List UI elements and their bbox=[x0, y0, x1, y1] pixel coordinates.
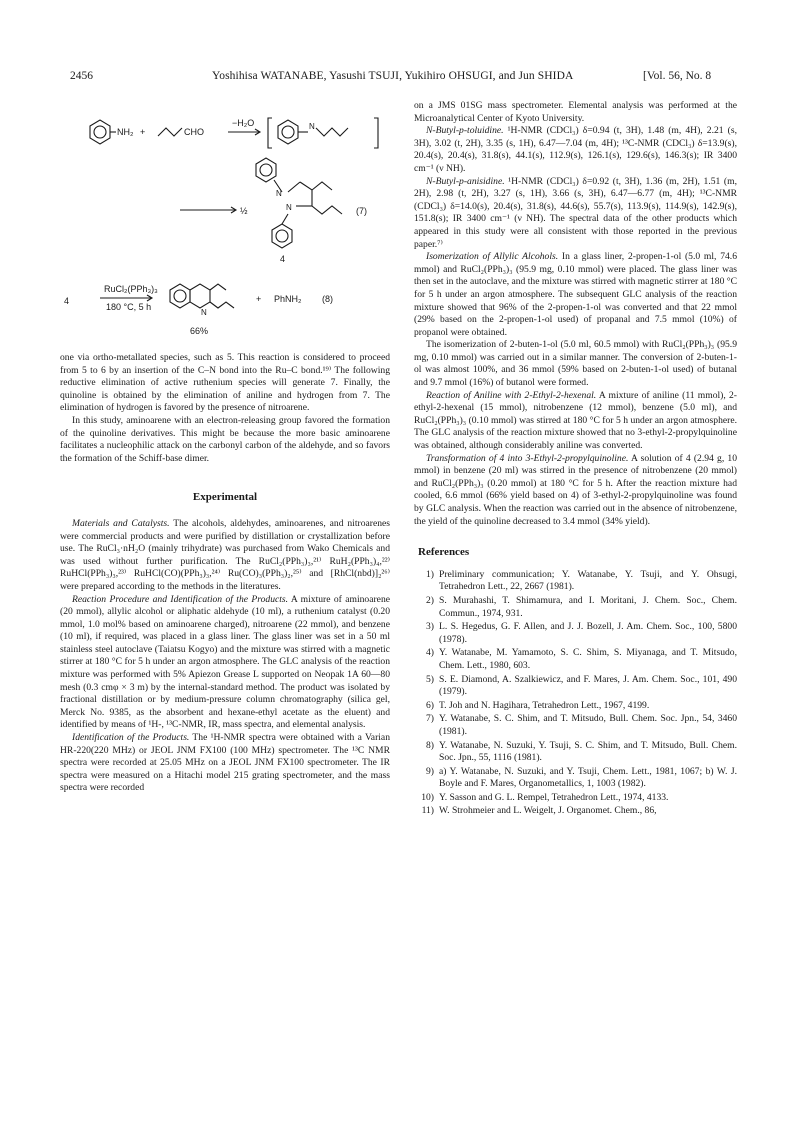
dimer-chain-1 bbox=[300, 182, 332, 190]
plus-sign-2: + bbox=[256, 294, 262, 304]
equation-7-number: (7) bbox=[356, 206, 367, 216]
quinoline-pyridine-ring bbox=[190, 284, 210, 308]
discussion-paragraph-1: one via ortho-metallated species, such as 5. This reaction is considered to proceed from 5 to 6 by an insertion of the C–N bond into the Ru–C bond.¹⁹⁾ The following reductive elimination of active ruthenium species will generate 7. Finally, the quinoline is obtained by the elimination of aniline and hydrogen from 7. The elimination of hydrogen is favored by the presence of nitroarene. bbox=[60, 352, 390, 414]
reference-number: 5) bbox=[426, 673, 434, 685]
reference-number: 9) bbox=[426, 765, 434, 777]
isomerization-lead: Isomerization of Allylic Alcohols. bbox=[426, 251, 559, 263]
water-loss-label: −H₂O bbox=[232, 118, 255, 128]
coefficient-half: ½ bbox=[240, 206, 248, 216]
materials-paragraph bbox=[60, 518, 390, 594]
reaction-scheme bbox=[60, 110, 390, 348]
journal-volume: [Vol. 56, No. 8 bbox=[643, 70, 712, 82]
reference-item bbox=[414, 740, 737, 765]
butenol-paragraph: The isomerization of 2-buten-1-ol (5.0 ml, 60.5 mmol) with RuCl₂(PPh₃)₃ (95.9 mg, 0.10 mmol) was carried out in a similar manner. The conversion of 2-buten-1-ol was almost 100%, and 36 mmol (59% based on 2-buten-1-ol used) of butanal and 9.7 mmol (16%) of butanol were formed. bbox=[414, 339, 737, 389]
bracket-left bbox=[268, 118, 272, 148]
left-column bbox=[60, 100, 390, 795]
reactant-cho-label: CHO bbox=[184, 127, 204, 137]
compound-4-label: 4 bbox=[280, 254, 286, 264]
identification-lead: Identification of the Products. bbox=[72, 732, 190, 744]
procedure-body: A mixture of aminoarene (20 mmol), allylic alcohol or aliphatic aldehyde (10 ml), a ruthenium catalyst (0.20 mmol, 1.0 mol% based on aminoarene charged), nitroarene (22 mmol), and benzene (10 ml), if required, was placed in a glass liner. The glass liner was set in a 50 ml stainless steel autoclave (Taiatsu Kogyo) and the mixture was stirred with a magnetic stirrer at 180 °C for 5 h under an argon atmosphere. The GLC analysis of the reaction mixture was performed with 5% Apiezon Grease L supported on Neopak 1A 60—80 mesh (0.3 cmφ × 3 m) by the internal-standard method. The product was isolated by fractional distillation or by medium-pressure column chromatography (silica gel, Merck No. 9385, as the absorbent and hexane-ethyl acetate as the eluent) and identified by means of ¹H-, ¹³C-NMR, IR, mass spectra, and elemental analysis. bbox=[60, 593, 390, 731]
reference-text: L. S. Hegedus, G. F. Allen, and J. J. Bozell, J. Am. Chem. Soc., 100, 5800 (1978). bbox=[439, 621, 737, 645]
reference-number: 7) bbox=[426, 713, 434, 725]
reference-number: 1) bbox=[426, 568, 434, 580]
reactant-nh2-label: NH₂ bbox=[117, 127, 134, 137]
page-header bbox=[0, 70, 793, 86]
reference-text: S. E. Diamond, A. Szalkiewicz, and F. Mares, J. Am. Chem. Soc., 101, 490 (1979). bbox=[439, 673, 737, 698]
reference-number: 8) bbox=[426, 739, 434, 751]
isomerization-body: In a glass liner, 2-propen-1-ol (5.0 ml, 74.6 mmol) and RuCl₂(PPh₃)₃ (95.9 mg, 0.10 mmol) were placed. The glass liner was then set in the autoclave, and the mixture was stirred with magnetic stirrer at 180 °C for 5 h under an argon atmosphere. The subsequent GLC analysis of the reaction mixture showed that 96% of the 2-propen-1-ol was converted and that 22 mmol (29% based on the 2-propen-1-ol used) of propanal and 7.5 mmol (10%) of propanol were obtained. bbox=[414, 251, 738, 338]
byproduct-label: PhNH₂ bbox=[274, 294, 302, 304]
reference-item bbox=[414, 792, 737, 805]
spectrometer-paragraph: on a JMS 01SG mass spectrometer. Elemental analysis was performed at the Microanalytical Center of Kyoto University. bbox=[414, 100, 737, 124]
conditions-label: 180 °C, 5 h bbox=[106, 302, 152, 312]
aniline-ring bbox=[90, 120, 110, 144]
dimer-ring-bottom bbox=[272, 224, 292, 248]
page-number: 2456 bbox=[70, 70, 93, 82]
catalyst-label: RuCl₂(PPh₃)₃ bbox=[104, 284, 158, 294]
discussion-paragraph-2: In this study, aminoarene with an electron-releasing group favored the formation of the quinoline derivatives. This might be because the more basic aminoarene facilitates a nucleophilic attack on the carbonyl carbon of the aldehyde, and so favors the formation of the Schiff-base dimer. bbox=[60, 414, 390, 464]
reference-number: 4) bbox=[426, 647, 434, 659]
butyl-anisidine-lead: N-Butyl-p-anisidine. bbox=[426, 175, 505, 187]
running-authors: Yoshihisa WATANABE, Yasushi TSUJI, Yukihiro OHSUGI, and Jun SHIDA bbox=[212, 70, 574, 82]
identification-paragraph bbox=[60, 732, 390, 795]
reference-item bbox=[414, 766, 737, 791]
bracket-right bbox=[374, 118, 378, 148]
procedure-paragraph bbox=[60, 594, 390, 733]
reference-item bbox=[414, 569, 737, 594]
reference-number: 11) bbox=[421, 805, 434, 817]
dimer-n-label-1: N bbox=[276, 189, 282, 198]
references-list bbox=[414, 569, 737, 818]
experimental-heading: Experimental bbox=[192, 491, 258, 504]
reaction-paragraph bbox=[414, 390, 737, 453]
dimer-n-label-2: N bbox=[286, 203, 292, 212]
reference-item bbox=[414, 700, 737, 713]
reference-text: T. Joh and N. Hagihara, Tetrahedron Lett., 1967, 4199. bbox=[439, 699, 650, 711]
transformation-body: A solution of 4 (2.94 g, 10 mmol) in benzene (20 ml) was stirred in the presence of nitrobenzene (20 mmol) and RuCl₂(PPh₃)₃ (0.20 mmol) at 180 °C for 5 h. After the reaction mixture had cooled, 6.6 mmol (66% yield based on 4) of 3-ethyl-2-propylquinoline was found by GLC analysis. When the reaction was carried out in the absence of nitrobenzene, the yield of the quinoline decreased to 3.4 mmol (34% yield). bbox=[414, 452, 737, 527]
reference-text: S. Murahashi, T. Shimamura, and I. Moritani, J. Chem. Soc., Chem. Commun., 1974, 931. bbox=[439, 594, 737, 619]
quinoline-n-label: N bbox=[201, 308, 207, 317]
reaction-scheme-drawing bbox=[60, 110, 390, 348]
reference-number: 2) bbox=[426, 594, 434, 606]
reference-text: W. Strohmeier and L. Weigelt, J. Organomet. Chem., 86, bbox=[439, 805, 657, 817]
quinoline-propyl bbox=[210, 302, 234, 308]
transformation-lead: Transformation of 4 into 3-Ethyl-2-propylquinoline. bbox=[426, 452, 629, 464]
reference-item bbox=[414, 621, 737, 646]
plus-sign-1: + bbox=[140, 127, 146, 137]
butyl-anisidine-body: ¹H-NMR (CDCl₃) δ=0.92 (t, 3H), 1.36 (m, 2H), 1.51 (m, 2H), 2.98 (t, 2H), 3.27 (s, 1H), 3.66 (s, 3H), 6.47—6.77 (m, 4H); ¹³C-NMR (CDCl₃) δ=14.0(s), 20.4(s), 31.8(s), 44.6(s), 55.7(s), 113.9(s), 114.9(s), 142.9(s), 151.8(s); IR 3400 cm⁻¹ (ν NH). The spectral data of the other products which appeared in this study were all consistent with those reported in the previous paper.⁷⁾ bbox=[414, 175, 737, 250]
reaction-lead: Reaction of Aniline with 2-Ethyl-2-hexenal. bbox=[426, 389, 597, 401]
schiff-base-chain bbox=[316, 128, 348, 136]
transformation-paragraph bbox=[414, 453, 737, 529]
dimer-chain-2 bbox=[312, 190, 342, 214]
butyl-toluidine-paragraph bbox=[414, 125, 737, 175]
references-heading: References bbox=[418, 546, 470, 559]
reference-item bbox=[414, 595, 737, 620]
reference-text: Preliminary communication; Y. Watanabe, Y. Tsuji, and Y. Ohsugi, Tetrahedron Lett., 22, 2667 (1981). bbox=[439, 568, 737, 593]
reference-number: 3) bbox=[426, 621, 434, 633]
schiff-base-ring bbox=[278, 120, 298, 144]
reference-text: Y. Watanabe, M. Yamamoto, S. C. Shim, S. Miyanaga, and T. Mitsudo, Chem. Lett., 1980, 603. bbox=[439, 647, 737, 671]
quinoline-benzo-ring bbox=[170, 284, 190, 308]
materials-lead: Materials and Catalysts. bbox=[72, 517, 170, 529]
aniline-aromatic-circle bbox=[94, 126, 106, 138]
reference-text: a) Y. Watanabe, N. Suzuki, and Y. Tsuji, Chem. Lett., 1981, 1067; b) W. J. Boyle and F. Mares, Organometallics, 1, 1003 (1982). bbox=[439, 765, 737, 790]
right-column bbox=[414, 100, 737, 819]
reference-number: 6) bbox=[426, 699, 434, 711]
butyl-toluidine-lead: N-Butyl-p-toluidine. bbox=[426, 125, 504, 137]
reference-item bbox=[414, 674, 737, 699]
equation-8-number: (8) bbox=[322, 294, 333, 304]
reference-number: 10) bbox=[421, 791, 434, 803]
yield-label: 66% bbox=[190, 326, 209, 336]
reference-text: Y. Watanabe, S. C. Shim, and T. Mitsudo, Bull. Chem. Soc. Jpn., 54, 3460 (1981). bbox=[439, 713, 737, 737]
butanal-chain bbox=[158, 128, 182, 136]
reference-text: Y. Watanabe, N. Suzuki, Y. Tsuji, S. C. Shim, and T. Mitsudo, Bull. Chem. Soc. Jpn., 55, 1116 (1981). bbox=[439, 739, 737, 764]
schiff-n-label: N bbox=[309, 122, 315, 131]
reaction-body: A mixture of aniline (11 mmol), 2-ethyl-2-hexenal (15 mmol), nitrobenzene (12 mmol), benzene (5.0 ml), and RuCl₂(PPh₃)₃ (0.10 mmol) was stirred at 180 °C for 5 h under an argon atmosphere. The GLC analysis of the reaction mixture showed that no 3-ethyl-2-propylquinoline was obtained, although considerably aniline was converted. bbox=[414, 389, 737, 452]
quinoline-ethyl bbox=[210, 284, 226, 290]
butyl-anisidine-paragraph bbox=[414, 176, 737, 252]
materials-body: The alcohols, aldehydes, aminoarenes, and nitroarenes were commercial products and were purified by distillation or crystallization before use. The RuCl₃·nH₂O (mainly trihydrate) was purchased from Wako Chemicals and was used without further purification. The RuCl₂(PPh₃)₃,²¹⁾ RuH₂(PPh₃)₄,²²⁾ RuHCl(PPh₃)₃,²³⁾ RuHCl(CO)(PPh₃)₃,²⁴⁾ Ru(CO)₃(PPh₃)₂,²⁵⁾ and [RhCl(nbd)]₂²⁶⁾ were prepared according to the methods in the literatures. bbox=[60, 517, 390, 592]
butyl-toluidine-body: ¹H-NMR (CDCl₃) δ=0.94 (t, 3H), 1.48 (m, 4H), 2.21 (s, 3H), 3.02 (t, 2H), 3.35 (s, 1H), 6.47—7.04 (m, 4H); ¹³C-NMR (CDCl₃) δ=13.9(s), 20.4(s), 20.4(s), 31.8(s), 44.1(s), 112.9(s), 126.1(s), 129.6(s), 146.3(s); IR 3400 cm⁻¹ (ν NH). bbox=[414, 125, 737, 174]
starting-compound-label: 4 bbox=[64, 296, 70, 306]
dimer-ring-top bbox=[256, 158, 276, 182]
identification-body: The ¹H-NMR spectra were obtained with a Varian HR-220(220 MHz) or JEOL JNM FX100 (100 MHz) spectrometer. The ¹³C NMR spectra were recorded at 25.05 MHz on a JEOL JNM FX100 spectrometer. The IR spectra were measured on a Hitachi model 215 grating spectrometer, and the mass spectra were recorded bbox=[60, 732, 390, 794]
reference-text: Y. Sasson and G. L. Rempel, Tetrahedron Lett., 1974, 4133. bbox=[439, 791, 669, 803]
reference-item bbox=[414, 713, 737, 738]
reference-item bbox=[414, 647, 737, 672]
reference-item bbox=[414, 805, 737, 818]
procedure-lead: Reaction Procedure and Identification of the Products. bbox=[72, 593, 289, 605]
isomerization-paragraph bbox=[414, 251, 737, 339]
